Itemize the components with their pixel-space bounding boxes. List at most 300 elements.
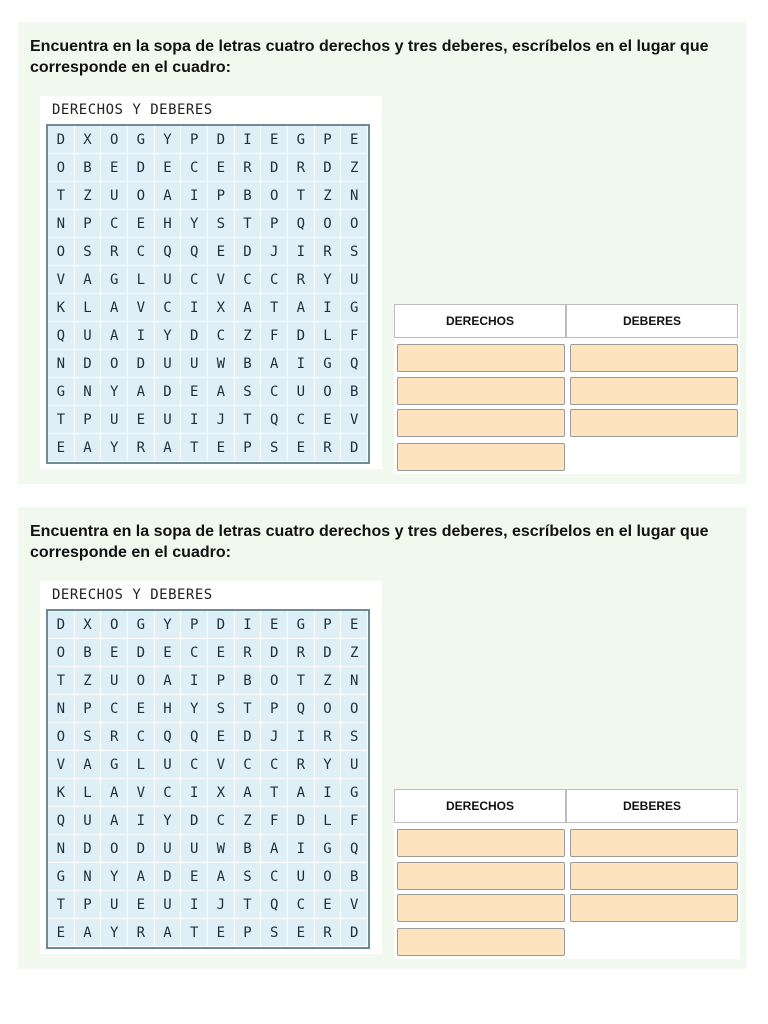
grid-letter: N bbox=[341, 182, 368, 210]
grid-letter: A bbox=[155, 182, 182, 210]
grid-letter: O bbox=[128, 182, 155, 210]
grid-letter: Y bbox=[101, 919, 128, 947]
grid-letter: B bbox=[75, 154, 102, 182]
grid-letter: O bbox=[315, 695, 342, 723]
grid-letter: P bbox=[75, 891, 102, 919]
grid-letter: Y bbox=[101, 434, 128, 462]
derechos-answer-field[interactable] bbox=[397, 377, 565, 405]
grid-letter: A bbox=[75, 266, 102, 294]
grid-letter: V bbox=[48, 266, 75, 294]
grid-letter: P bbox=[315, 126, 342, 154]
grid-letter: Q bbox=[155, 238, 182, 266]
grid-letter: T bbox=[261, 779, 288, 807]
grid-letter: Y bbox=[155, 807, 182, 835]
grid-letter: T bbox=[235, 695, 262, 723]
grid-letter: T bbox=[288, 182, 315, 210]
instructions-text: Encuentra en la sopa de letras cuatro derechos y tres deberes, escríbelos en el lugar que corresponde en el cuadro: bbox=[30, 38, 709, 76]
grid-letter: R bbox=[128, 434, 155, 462]
grid-letter: P bbox=[75, 406, 102, 434]
grid-letter: S bbox=[261, 919, 288, 947]
grid-letter: B bbox=[235, 667, 262, 695]
grid-letter: O bbox=[48, 238, 75, 266]
grid-letter: U bbox=[75, 807, 102, 835]
derechos-answer-field[interactable] bbox=[397, 409, 565, 437]
grid-letter: N bbox=[341, 667, 368, 695]
grid-letter: N bbox=[48, 210, 75, 238]
grid-letter: O bbox=[101, 350, 128, 378]
grid-letter: W bbox=[208, 350, 235, 378]
grid-letter: Q bbox=[341, 835, 368, 863]
grid-letter: A bbox=[235, 294, 262, 322]
grid-letter: A bbox=[101, 294, 128, 322]
grid-letter: I bbox=[181, 182, 208, 210]
grid-letter: I bbox=[315, 779, 342, 807]
grid-letter: V bbox=[341, 891, 368, 919]
grid-letter: S bbox=[208, 695, 235, 723]
grid-letter: B bbox=[75, 639, 102, 667]
grid-letter: T bbox=[181, 434, 208, 462]
grid-letter: G bbox=[101, 266, 128, 294]
grid-letter: Y bbox=[181, 210, 208, 238]
grid-letter: C bbox=[261, 751, 288, 779]
grid-letter: R bbox=[101, 723, 128, 751]
grid-letter: O bbox=[341, 695, 368, 723]
grid-letter: S bbox=[75, 238, 102, 266]
grid-letter: T bbox=[235, 210, 262, 238]
grid-letter: S bbox=[341, 723, 368, 751]
word-search-card bbox=[40, 96, 382, 469]
grid-letter: E bbox=[128, 406, 155, 434]
grid-letter: D bbox=[128, 835, 155, 863]
grid-letter: A bbox=[155, 667, 182, 695]
grid-letter: U bbox=[155, 891, 182, 919]
grid-letter: L bbox=[75, 294, 102, 322]
grid-letter: O bbox=[128, 667, 155, 695]
grid-letter: D bbox=[155, 378, 182, 406]
grid-letter: D bbox=[235, 238, 262, 266]
grid-letter: N bbox=[75, 378, 102, 406]
grid-letter: Z bbox=[341, 154, 368, 182]
grid-letter: I bbox=[181, 406, 208, 434]
grid-letter: D bbox=[208, 126, 235, 154]
grid-letter: C bbox=[235, 266, 262, 294]
grid-letter: A bbox=[128, 863, 155, 891]
grid-letter: A bbox=[75, 751, 102, 779]
grid-letter: D bbox=[288, 322, 315, 350]
grid-letter: O bbox=[101, 835, 128, 863]
grid-letter: A bbox=[155, 919, 182, 947]
grid-letter: C bbox=[155, 294, 182, 322]
grid-letter: Z bbox=[75, 182, 102, 210]
grid-letter: Y bbox=[315, 751, 342, 779]
grid-letter: D bbox=[155, 863, 182, 891]
grid-letter: J bbox=[261, 238, 288, 266]
grid-letter: I bbox=[128, 322, 155, 350]
grid-letter: G bbox=[128, 611, 155, 639]
grid-letter: C bbox=[181, 639, 208, 667]
grid-letter: E bbox=[261, 126, 288, 154]
grid-letter: P bbox=[181, 611, 208, 639]
grid-letter: R bbox=[315, 434, 342, 462]
grid-letter: E bbox=[48, 919, 75, 947]
grid-letter: A bbox=[288, 294, 315, 322]
grid-letter: E bbox=[128, 210, 155, 238]
grid-letter: E bbox=[208, 919, 235, 947]
grid-letter: G bbox=[315, 350, 342, 378]
grid-letter: U bbox=[341, 266, 368, 294]
grid-letter: Y bbox=[315, 266, 342, 294]
grid-letter: E bbox=[101, 639, 128, 667]
deberes-answer-field[interactable] bbox=[570, 377, 738, 405]
deberes-answer-field[interactable] bbox=[570, 829, 738, 857]
grid-letter: C bbox=[155, 779, 182, 807]
grid-letter: E bbox=[181, 863, 208, 891]
grid-letter: Y bbox=[155, 611, 182, 639]
grid-letter: R bbox=[315, 723, 342, 751]
grid-letter: R bbox=[288, 154, 315, 182]
derechos-answer-field[interactable] bbox=[397, 443, 565, 471]
grid-letter: G bbox=[288, 611, 315, 639]
puzzle-title: DERECHOS Y DEBERES bbox=[52, 102, 213, 118]
grid-letter: B bbox=[341, 378, 368, 406]
grid-letter: P bbox=[315, 611, 342, 639]
grid-letter: A bbox=[101, 322, 128, 350]
grid-letter: A bbox=[155, 434, 182, 462]
grid-letter: G bbox=[288, 126, 315, 154]
answer-table bbox=[394, 789, 740, 959]
grid-letter: U bbox=[155, 406, 182, 434]
grid-letter: H bbox=[155, 210, 182, 238]
grid-letter: N bbox=[48, 835, 75, 863]
grid-letter: Y bbox=[101, 378, 128, 406]
grid-letter: D bbox=[48, 611, 75, 639]
grid-letter: V bbox=[128, 294, 155, 322]
grid-letter: F bbox=[341, 807, 368, 835]
grid-letter: B bbox=[235, 182, 262, 210]
grid-letter: P bbox=[235, 434, 262, 462]
grid-letter: Q bbox=[181, 238, 208, 266]
grid-letter: I bbox=[315, 294, 342, 322]
grid-letter: P bbox=[208, 667, 235, 695]
grid-letter: E bbox=[155, 639, 182, 667]
exercise-panel-1 bbox=[18, 22, 746, 484]
grid-letter: D bbox=[261, 154, 288, 182]
grid-letter: S bbox=[235, 863, 262, 891]
grid-letter: Y bbox=[155, 126, 182, 154]
grid-letter: G bbox=[341, 779, 368, 807]
grid-letter: A bbox=[75, 919, 102, 947]
grid-letter: P bbox=[261, 695, 288, 723]
grid-letter: O bbox=[341, 210, 368, 238]
grid-letter: E bbox=[341, 126, 368, 154]
grid-letter: U bbox=[101, 891, 128, 919]
grid-letter: C bbox=[288, 891, 315, 919]
grid-letter: T bbox=[48, 182, 75, 210]
grid-letter: I bbox=[181, 891, 208, 919]
grid-letter: T bbox=[261, 294, 288, 322]
grid-letter: U bbox=[288, 863, 315, 891]
grid-letter: W bbox=[208, 835, 235, 863]
grid-letter: D bbox=[315, 639, 342, 667]
grid-letter: O bbox=[101, 126, 128, 154]
grid-letter: E bbox=[261, 611, 288, 639]
grid-letter: O bbox=[261, 667, 288, 695]
grid-letter: C bbox=[181, 154, 208, 182]
grid-letter: Q bbox=[341, 350, 368, 378]
grid-letter: E bbox=[208, 723, 235, 751]
grid-letter: S bbox=[208, 210, 235, 238]
grid-letter: L bbox=[128, 751, 155, 779]
grid-letter: A bbox=[101, 779, 128, 807]
deberes-answer-field[interactable] bbox=[570, 894, 738, 922]
grid-letter: C bbox=[101, 695, 128, 723]
grid-letter: D bbox=[341, 434, 368, 462]
grid-letter: T bbox=[288, 667, 315, 695]
grid-letter: G bbox=[48, 863, 75, 891]
grid-letter: E bbox=[208, 154, 235, 182]
grid-letter: E bbox=[48, 434, 75, 462]
grid-letter: I bbox=[181, 667, 208, 695]
grid-letter: F bbox=[341, 322, 368, 350]
grid-letter: D bbox=[315, 154, 342, 182]
grid-letter: C bbox=[208, 807, 235, 835]
grid-letter: C bbox=[261, 863, 288, 891]
grid-letter: I bbox=[288, 238, 315, 266]
grid-letter: Q bbox=[155, 723, 182, 751]
grid-letter: A bbox=[208, 378, 235, 406]
grid-letter: D bbox=[75, 835, 102, 863]
grid-letter: D bbox=[261, 639, 288, 667]
derechos-answer-field[interactable] bbox=[397, 894, 565, 922]
grid-letter: I bbox=[181, 294, 208, 322]
grid-letter: Z bbox=[235, 322, 262, 350]
grid-letter: B bbox=[341, 863, 368, 891]
grid-letter: D bbox=[181, 807, 208, 835]
grid-letter: Y bbox=[155, 322, 182, 350]
grid-letter: R bbox=[315, 238, 342, 266]
grid-letter: Q bbox=[288, 210, 315, 238]
grid-letter: U bbox=[101, 182, 128, 210]
grid-letter: Z bbox=[235, 807, 262, 835]
grid-letter: E bbox=[341, 611, 368, 639]
grid-letter: R bbox=[288, 266, 315, 294]
grid-letter: I bbox=[288, 350, 315, 378]
grid-letter: L bbox=[315, 322, 342, 350]
grid-letter: U bbox=[288, 378, 315, 406]
grid-letter: V bbox=[128, 779, 155, 807]
grid-letter: L bbox=[75, 779, 102, 807]
grid-letter: T bbox=[181, 919, 208, 947]
word-search-card bbox=[40, 581, 382, 954]
grid-letter: I bbox=[288, 723, 315, 751]
grid-letter: E bbox=[128, 891, 155, 919]
grid-letter: L bbox=[315, 807, 342, 835]
grid-letter: G bbox=[128, 126, 155, 154]
grid-letter: B bbox=[235, 350, 262, 378]
grid-letter: Q bbox=[48, 322, 75, 350]
word-search-grid bbox=[46, 124, 370, 464]
grid-letter: X bbox=[75, 611, 102, 639]
grid-letter: D bbox=[48, 126, 75, 154]
grid-letter: K bbox=[48, 779, 75, 807]
grid-letter: A bbox=[101, 807, 128, 835]
grid-letter: O bbox=[48, 639, 75, 667]
grid-letter: E bbox=[155, 154, 182, 182]
grid-letter: J bbox=[261, 723, 288, 751]
grid-letter: F bbox=[261, 807, 288, 835]
derechos-answer-field[interactable] bbox=[397, 928, 565, 956]
grid-letter: U bbox=[155, 266, 182, 294]
grid-letter: T bbox=[48, 667, 75, 695]
grid-letter: R bbox=[101, 238, 128, 266]
grid-letter: S bbox=[261, 434, 288, 462]
derechos-header: DERECHOS bbox=[394, 304, 566, 338]
grid-letter: E bbox=[208, 238, 235, 266]
grid-letter: A bbox=[261, 350, 288, 378]
grid-letter: S bbox=[341, 238, 368, 266]
grid-letter: U bbox=[101, 667, 128, 695]
grid-letter: P bbox=[181, 126, 208, 154]
deberes-header: DEBERES bbox=[566, 789, 738, 823]
grid-letter: O bbox=[315, 378, 342, 406]
answer-table bbox=[394, 304, 740, 474]
grid-letter: C bbox=[208, 322, 235, 350]
grid-letter: C bbox=[181, 751, 208, 779]
grid-letter: U bbox=[155, 350, 182, 378]
grid-letter: E bbox=[288, 919, 315, 947]
grid-letter: D bbox=[128, 639, 155, 667]
grid-letter: U bbox=[101, 406, 128, 434]
grid-letter: C bbox=[261, 378, 288, 406]
grid-letter: T bbox=[235, 406, 262, 434]
grid-letter: O bbox=[315, 863, 342, 891]
grid-letter: P bbox=[75, 210, 102, 238]
grid-letter: N bbox=[75, 863, 102, 891]
grid-letter: X bbox=[208, 779, 235, 807]
grid-letter: R bbox=[315, 919, 342, 947]
grid-letter: U bbox=[181, 835, 208, 863]
grid-letter: I bbox=[288, 835, 315, 863]
grid-letter: X bbox=[208, 294, 235, 322]
grid-letter: P bbox=[261, 210, 288, 238]
derechos-answer-field[interactable] bbox=[397, 829, 565, 857]
grid-letter: O bbox=[48, 154, 75, 182]
grid-letter: R bbox=[235, 639, 262, 667]
grid-letter: E bbox=[128, 695, 155, 723]
grid-letter: E bbox=[315, 406, 342, 434]
grid-letter: D bbox=[75, 350, 102, 378]
grid-letter: Q bbox=[261, 406, 288, 434]
grid-letter: S bbox=[235, 378, 262, 406]
grid-letter: N bbox=[48, 350, 75, 378]
grid-letter: P bbox=[75, 695, 102, 723]
derechos-header: DERECHOS bbox=[394, 789, 566, 823]
grid-letter: D bbox=[181, 322, 208, 350]
grid-letter: B bbox=[235, 835, 262, 863]
grid-letter: L bbox=[128, 266, 155, 294]
grid-letter: U bbox=[75, 322, 102, 350]
grid-letter: Z bbox=[341, 639, 368, 667]
instructions-text: Encuentra en la sopa de letras cuatro derechos y tres deberes, escríbelos en el lugar que corresponde en el cuadro: bbox=[30, 523, 709, 561]
grid-letter: Z bbox=[315, 667, 342, 695]
grid-letter: R bbox=[288, 751, 315, 779]
grid-letter: P bbox=[208, 182, 235, 210]
word-search-grid bbox=[46, 609, 370, 949]
grid-letter: V bbox=[208, 751, 235, 779]
grid-letter: G bbox=[341, 294, 368, 322]
grid-letter: R bbox=[128, 919, 155, 947]
grid-letter: H bbox=[155, 695, 182, 723]
grid-letter: Z bbox=[315, 182, 342, 210]
grid-letter: P bbox=[235, 919, 262, 947]
grid-letter: D bbox=[128, 154, 155, 182]
grid-letter: E bbox=[288, 434, 315, 462]
grid-letter: Q bbox=[48, 807, 75, 835]
grid-letter: C bbox=[128, 723, 155, 751]
grid-letter: U bbox=[341, 751, 368, 779]
grid-letter: E bbox=[101, 154, 128, 182]
derechos-answer-field[interactable] bbox=[397, 862, 565, 890]
grid-letter: Q bbox=[181, 723, 208, 751]
grid-letter: S bbox=[75, 723, 102, 751]
puzzle-title: DERECHOS Y DEBERES bbox=[52, 587, 213, 603]
grid-letter: A bbox=[288, 779, 315, 807]
grid-letter: O bbox=[48, 723, 75, 751]
grid-letter: Q bbox=[261, 891, 288, 919]
deberes-answer-field[interactable] bbox=[570, 344, 738, 372]
grid-letter: J bbox=[208, 406, 235, 434]
grid-letter: J bbox=[208, 891, 235, 919]
grid-letter: E bbox=[208, 639, 235, 667]
grid-letter: A bbox=[128, 378, 155, 406]
grid-letter: U bbox=[155, 835, 182, 863]
deberes-answer-field[interactable] bbox=[570, 409, 738, 437]
grid-letter: G bbox=[315, 835, 342, 863]
grid-letter: U bbox=[155, 751, 182, 779]
grid-letter: D bbox=[208, 611, 235, 639]
grid-letter: R bbox=[235, 154, 262, 182]
grid-letter: K bbox=[48, 294, 75, 322]
grid-letter: O bbox=[101, 611, 128, 639]
grid-letter: T bbox=[48, 406, 75, 434]
grid-letter: G bbox=[48, 378, 75, 406]
grid-letter: C bbox=[261, 266, 288, 294]
grid-letter: I bbox=[235, 611, 262, 639]
grid-letter: G bbox=[101, 751, 128, 779]
grid-letter: U bbox=[181, 350, 208, 378]
grid-letter: A bbox=[261, 835, 288, 863]
derechos-answer-field[interactable] bbox=[397, 344, 565, 372]
grid-letter: F bbox=[261, 322, 288, 350]
grid-letter: V bbox=[48, 751, 75, 779]
grid-letter: C bbox=[235, 751, 262, 779]
grid-letter: R bbox=[288, 639, 315, 667]
grid-letter: O bbox=[261, 182, 288, 210]
grid-letter: E bbox=[208, 434, 235, 462]
grid-letter: O bbox=[315, 210, 342, 238]
grid-letter: E bbox=[315, 891, 342, 919]
grid-letter: E bbox=[181, 378, 208, 406]
grid-letter: Y bbox=[181, 695, 208, 723]
deberes-header: DEBERES bbox=[566, 304, 738, 338]
deberes-answer-field[interactable] bbox=[570, 862, 738, 890]
grid-letter: D bbox=[235, 723, 262, 751]
grid-letter: X bbox=[75, 126, 102, 154]
exercise-panel-2 bbox=[18, 507, 746, 969]
grid-letter: Y bbox=[101, 863, 128, 891]
grid-letter: I bbox=[235, 126, 262, 154]
grid-letter: D bbox=[341, 919, 368, 947]
